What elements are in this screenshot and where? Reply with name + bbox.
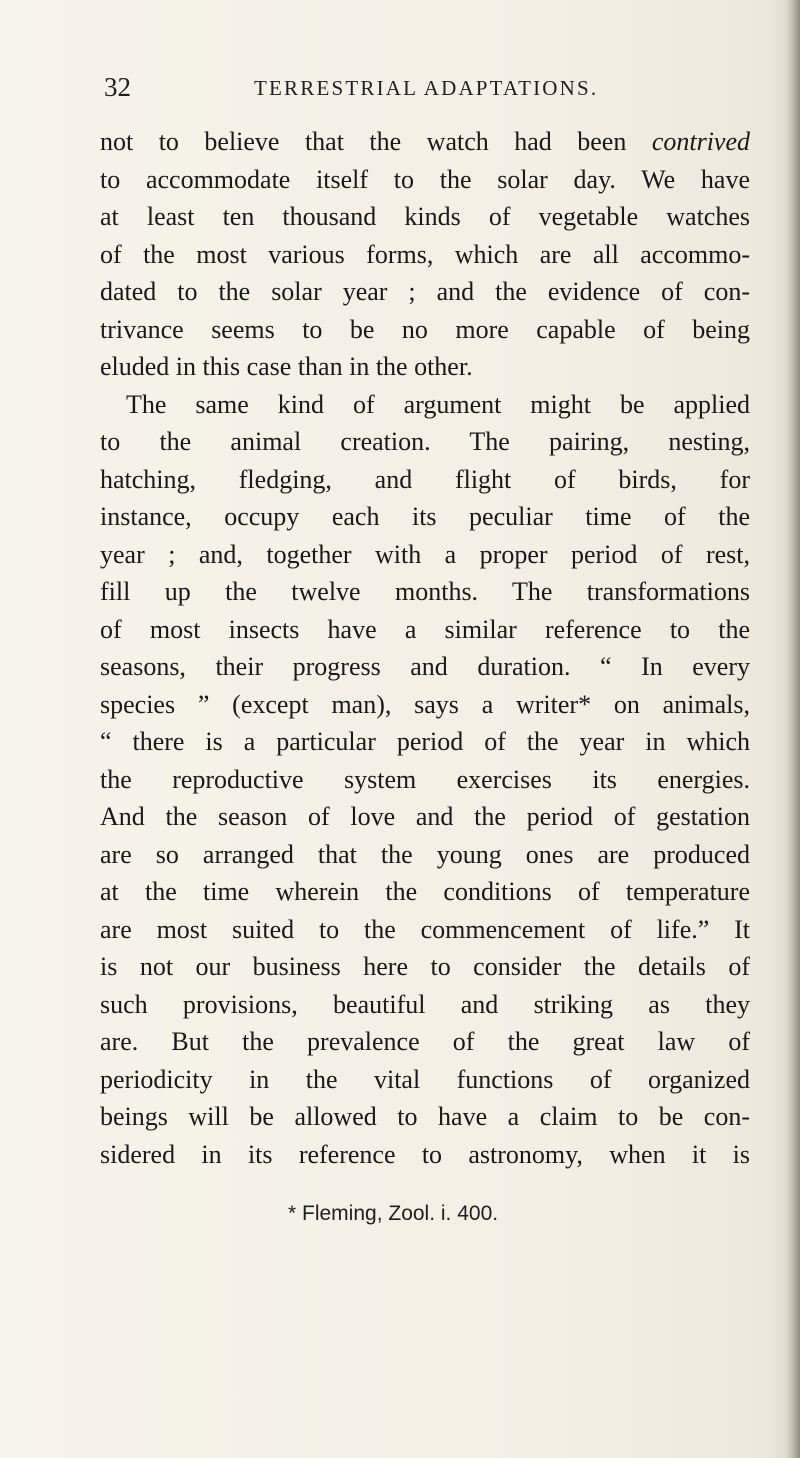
text-line: the reproductive system exercises its energies. (100, 764, 750, 794)
text-line: sidered in its reference to astronomy, when it is (100, 1139, 750, 1169)
text-line: fill up the twelve months. The transformations (100, 577, 750, 606)
paragraph-start-line: The same kind of argument might be applied (126, 389, 750, 419)
text-line: hatching, fledging, and flight of birds, for (100, 464, 750, 494)
text-line: instance, occupy each its peculiar time of the (100, 502, 750, 531)
text-line: such provisions, beautiful and striking as they (100, 989, 750, 1019)
text-line: of the most various forms, which are all accommo- (100, 239, 750, 269)
text-line: of most insects have a similar reference to the (100, 614, 750, 644)
text-line: year ; and, together with a proper period of rest, (100, 539, 750, 569)
text-line: “ there is a particular period of the year in which (100, 727, 750, 756)
text-line: is not our business here to consider the details of (100, 952, 750, 981)
text-line: are so arranged that the young ones are produced (100, 839, 750, 869)
text-line: seasons, their progress and duration. “ In every (100, 652, 750, 681)
text-line: not to believe that the watch had been contrived (100, 127, 751, 156)
page-edge-shadow (786, 0, 800, 1458)
text-line: to the animal creation. The pairing, nesting, (100, 427, 750, 456)
page-number: 32 (104, 72, 131, 102)
text-line: species ” (except man), says a writer* on animals, (100, 689, 750, 719)
page-header (104, 72, 744, 112)
text-line: at the time wherein the conditions of temperature (100, 877, 750, 906)
text-line: at least ten thousand kinds of vegetable watches (100, 202, 750, 231)
text-line: And the season of love and the period of gestation (100, 802, 750, 831)
text-line: eluded in this case than in the other. (100, 352, 473, 381)
footnote: * Fleming, Zool. i. 400. (288, 1202, 499, 1225)
text-line: are. But the prevalence of the great law of (100, 1027, 750, 1056)
italic-word: contrived (651, 127, 751, 156)
running-title: TERRESTRIAL ADAPTATIONS. (254, 76, 599, 100)
text-line: are most suited to the commencement of life.” It (100, 914, 750, 944)
text-line: to accommodate itself to the solar day. We have (100, 164, 750, 194)
text-line: trivance seems to be no more capable of being (100, 314, 750, 344)
text-line: periodicity in the vital functions of organized (100, 1064, 750, 1094)
body-text (100, 123, 750, 1173)
text-line: dated to the solar year ; and the evidence of con- (100, 277, 750, 306)
text-line: beings will be allowed to have a claim to be con- (100, 1102, 750, 1131)
